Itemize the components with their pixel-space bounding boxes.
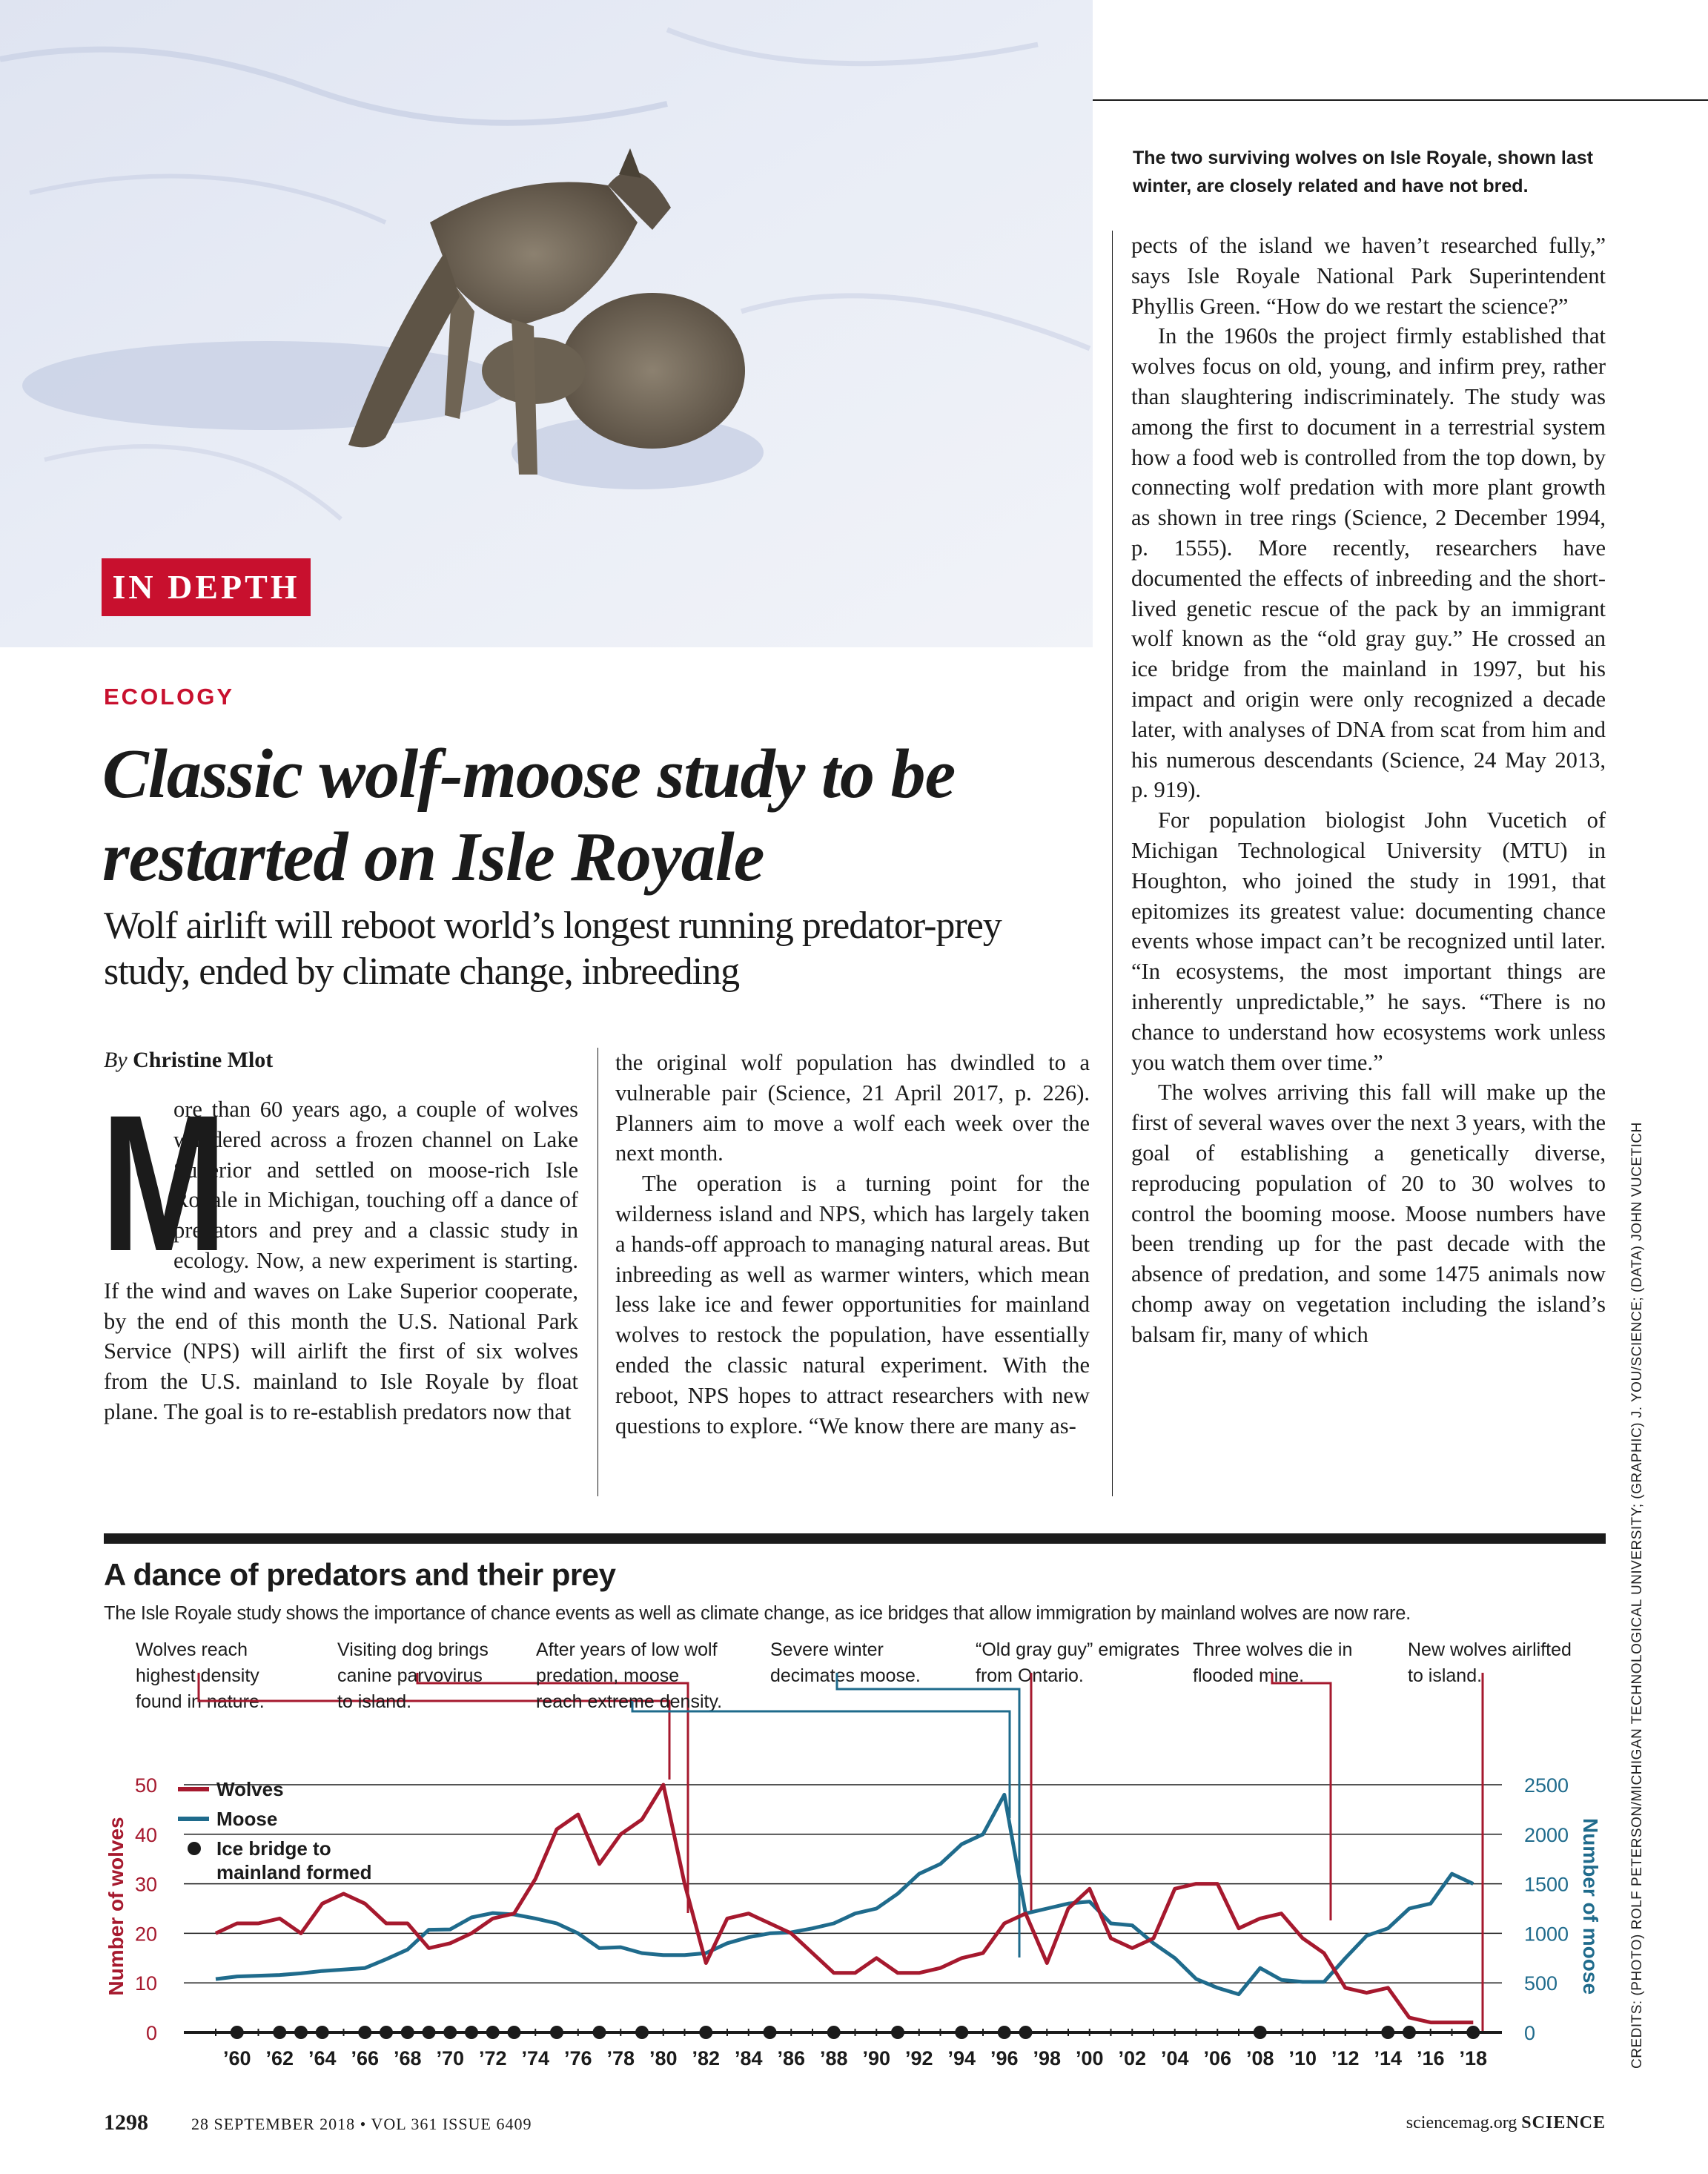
photo-caption: The two surviving wolves on Isle Royale, shown last winter, are closely related and have not bred. xyxy=(1133,148,1593,196)
footer-site xyxy=(1282,2113,1606,2133)
column-rule xyxy=(1112,231,1113,1496)
ice-bridge-marker xyxy=(1019,2026,1033,2039)
ice-bridge-marker xyxy=(764,2026,777,2039)
x-tick-label: ’70 xyxy=(436,2047,465,2069)
paragraph: the original wolf population has dwindled to a vulnerable pair (Science, 21 April 2017, p. 226). Planners aim to move a wolf each week over the next month. xyxy=(615,1050,1090,1166)
annotation-text-line: After years of low wolf xyxy=(536,1639,718,1660)
annotation-text xyxy=(536,1639,722,1712)
byline xyxy=(104,1048,273,1073)
ice-bridge-marker xyxy=(998,2026,1011,2039)
ice-bridge-marker xyxy=(593,2026,606,2039)
ice-bridge-marker xyxy=(635,2026,649,2039)
x-tick-label: ’76 xyxy=(563,2047,592,2069)
x-tick-label: ’94 xyxy=(947,2047,976,2069)
ice-bridge-marker xyxy=(358,2026,371,2039)
ice-bridge-marker xyxy=(423,2026,436,2039)
right-tick-label: 2500 xyxy=(1524,1774,1569,1797)
x-tick-label: ’10 xyxy=(1288,2047,1317,2069)
chart-series xyxy=(216,1785,1473,2023)
paragraph: The operation is a turning point for the wilderness island and NPS, which has largely taken a hands-off approach to managing natural areas. But inbreeding as well as warmer winters, which mean less lake ice and fewer opportunities for mainland wolves to restock the population, have essentially ended the classic natural experiment. With the reboot, NPS hopes to attract researchers with new questions to explore. “We know there are many as- xyxy=(615,1171,1090,1438)
ice-bridge-marker xyxy=(550,2026,563,2039)
ice-bridge-baseline xyxy=(184,2026,1502,2039)
left-tick-label: 40 xyxy=(134,1823,157,1846)
right-tick-label: 0 xyxy=(1524,2022,1536,2044)
x-tick-label: ’92 xyxy=(904,2047,933,2069)
ice-bridge-marker xyxy=(1403,2026,1416,2039)
wolves-photo xyxy=(0,0,1093,647)
x-tick-label: ’72 xyxy=(478,2047,507,2069)
ice-bridge-marker xyxy=(827,2026,841,2039)
annotation-text xyxy=(770,1639,921,1686)
legend-ice-label xyxy=(216,1837,371,1883)
ice-bridge-marker xyxy=(699,2026,712,2039)
chart-gridlines xyxy=(184,1785,1502,1983)
x-tick-label: ’88 xyxy=(819,2047,848,2069)
ice-bridge-marker xyxy=(316,2026,329,2039)
left-tick-label: 10 xyxy=(134,1972,157,1995)
legend-moose-label: Moose xyxy=(216,1808,278,1830)
ice-bridge-marker xyxy=(1254,2026,1267,2039)
paragraph: pects of the island we haven’t researched fully,” says Isle Royale National Park Superintendent Phyllis Green. “How do we restart the science?” xyxy=(1131,233,1606,319)
legend-ice-label-line: mainland formed xyxy=(216,1861,372,1883)
annotation-text-line: New wolves airlifted xyxy=(1408,1639,1572,1660)
ice-bridge-marker xyxy=(273,2026,286,2039)
article-column-1 xyxy=(101,1074,578,1427)
population-chart xyxy=(0,1631,1708,2091)
ice-bridge-marker xyxy=(891,2026,904,2039)
drop-cap: M xyxy=(101,1074,228,1292)
x-tick-label: ’74 xyxy=(521,2047,550,2069)
ice-bridge-marker xyxy=(1466,2026,1480,2039)
figure-subtitle: The Isle Royale study shows the importance of chance events as well as climate change, as ice bridges that allow immigration by mainland wolves are now rare. xyxy=(104,1603,1411,1624)
ice-bridge-marker xyxy=(443,2026,457,2039)
paragraph: For population biologist John Vucetich of Michigan Technological University (MTU) in Houghton, who joined the study in 1991, that epitomizes its greatest value: documenting chance events whose impact can’t be recognized until later. “In ecosystems, the most important things are inherently unpredictable,” he says. “There is no chance to understand how ecosystems work unless you watch them over time.” xyxy=(1131,807,1606,1075)
x-tick-label: ’16 xyxy=(1416,2047,1445,2069)
author-name: Christine Mlot xyxy=(133,1048,274,1072)
annotation-text-line: canine parvovirus xyxy=(337,1665,483,1686)
x-tick-label: ’04 xyxy=(1160,2047,1189,2069)
x-tick-label: ’66 xyxy=(351,2047,380,2069)
wolves-photo-graphic xyxy=(0,0,1093,647)
article-column-3 xyxy=(1131,231,1606,1349)
annotation-text-line: reach extreme density. xyxy=(536,1691,723,1712)
annotation-text-line: Severe winter xyxy=(770,1639,884,1660)
annotation-text-line: from Ontario. xyxy=(976,1665,1084,1686)
deck: Wolf airlift will reboot world’s longest running predator-prey study, ended by climate change, inbreeding xyxy=(104,905,1002,993)
left-axis-label: Number of wolves xyxy=(105,1817,128,1996)
figure-title: A dance of predators and their prey xyxy=(104,1557,616,1592)
x-tick-label: ’60 xyxy=(222,2047,251,2069)
x-tick-label: ’00 xyxy=(1075,2047,1104,2069)
chart-legend xyxy=(178,1778,371,1883)
right-tick-label: 1500 xyxy=(1524,1873,1569,1896)
wolves-series-line xyxy=(216,1785,1473,2023)
right-axis-label: Number of moose xyxy=(1579,1817,1602,1995)
ice-bridge-marker xyxy=(486,2026,500,2039)
x-tick-label: ’12 xyxy=(1331,2047,1360,2069)
article-column-2 xyxy=(615,1048,1090,1441)
chart-axes xyxy=(105,1774,1602,2069)
annotation-text-line: to island. xyxy=(1408,1665,1483,1686)
ice-bridge-marker xyxy=(380,2026,393,2039)
x-tick-label: ’78 xyxy=(606,2047,635,2069)
paragraph: The wolves arriving this fall will make up the first of several waves over the next 3 years, with the goal of establishing a genetically diverse, reproducing population of 20 to 30 wolves to control the booming moose. Moose numbers have been trending up for the past decade with the absence of predation, and some 1475 animals now chomp away on vegetation including the island’s balsam fir, many of which xyxy=(1131,1080,1606,1347)
moose-series-line xyxy=(216,1794,1473,1994)
x-tick-label: ’80 xyxy=(649,2047,678,2069)
annotation-text-line: to island. xyxy=(337,1691,412,1712)
section-kicker: ECOLOGY xyxy=(104,684,235,710)
headline: Classic wolf-moose study to be restarted on Isle Royale xyxy=(102,736,956,896)
x-tick-label: ’90 xyxy=(862,2047,891,2069)
page-number: 1298 xyxy=(104,2110,148,2135)
legend-ice-marker xyxy=(188,1842,201,1855)
annotation-text xyxy=(976,1639,1179,1686)
magazine-name: SCIENCE xyxy=(1521,2113,1606,2132)
annotation-text-line: “Old gray guy” emigrates xyxy=(976,1639,1180,1660)
x-tick-label: ’14 xyxy=(1374,2047,1403,2069)
ice-bridge-marker xyxy=(294,2026,308,2039)
x-tick-label: ’08 xyxy=(1245,2047,1274,2069)
left-tick-label: 0 xyxy=(145,2022,157,2044)
ice-bridge-marker xyxy=(955,2026,968,2039)
x-tick-label: ’82 xyxy=(692,2047,721,2069)
ice-bridge-marker xyxy=(465,2026,478,2039)
x-tick-label: ’86 xyxy=(777,2047,806,2069)
annotation-text-line: predation, moose xyxy=(536,1665,680,1686)
annotation-text-line: Visiting dog brings xyxy=(337,1639,489,1660)
x-tick-label: ’64 xyxy=(308,2047,337,2069)
x-tick-label: ’06 xyxy=(1203,2047,1232,2069)
annotation-text-line: highest density xyxy=(136,1665,259,1686)
top-rule xyxy=(1093,99,1708,101)
ice-bridge-marker xyxy=(231,2026,244,2039)
section-label-in-depth: IN DEPTH xyxy=(102,558,311,616)
right-tick-label: 2000 xyxy=(1524,1823,1569,1846)
annotation-text-line: found in nature. xyxy=(136,1691,265,1712)
ice-bridge-marker xyxy=(508,2026,521,2039)
right-tick-label: 500 xyxy=(1524,1972,1558,1995)
paragraph: ore than 60 years ago, a couple of wolves wandered across a frozen channel on Lake Superior and settled on moose-rich Isle Royale in Michigan, touching off a dance of predators and prey and a classic study in ecology. Now, a new experiment is starting. If the wind and waves on Lake Superior cooperate, by the end of this month the U.S. National Park Service (NPS) will airlift the first of six wolves from the U.S. mainland to Isle Royale by float plane. The goal is to re-establish predators now that xyxy=(104,1097,578,1424)
left-tick-label: 50 xyxy=(134,1774,157,1797)
annotation-leader-line xyxy=(199,1673,669,1780)
x-tick-label: ’02 xyxy=(1118,2047,1147,2069)
x-tick-label: ’18 xyxy=(1459,2047,1488,2069)
x-tick-label: ’96 xyxy=(990,2047,1019,2069)
ice-bridge-marker xyxy=(1381,2026,1394,2039)
right-tick-label: 1000 xyxy=(1524,1923,1569,1946)
annotation-text xyxy=(1408,1639,1572,1686)
x-tick-label: ’98 xyxy=(1033,2047,1062,2069)
annotation-text-line: Three wolves die in xyxy=(1193,1639,1353,1660)
annotation-text-line: flooded mine. xyxy=(1193,1665,1305,1686)
legend-ice-label-line: Ice bridge to xyxy=(216,1837,331,1860)
left-tick-label: 30 xyxy=(134,1873,157,1896)
photo-credits: CREDITS: (PHOTO) ROLF PETERSON/MICHIGAN TECHNOLOGICAL UNIVERSITY; (GRAPHIC) J. YOU/SCIENCE; (DATA) JOHN VUCETICH xyxy=(1629,1122,1645,2069)
issue-line: 28 SEPTEMBER 2018 • VOL 361 ISSUE 6409 xyxy=(191,2115,532,2133)
x-tick-label: ’68 xyxy=(393,2047,422,2069)
paragraph: In the 1960s the project firmly established that wolves focus on old, young, and infirm prey, rather than slaughtering indiscriminately. The study was among the first to document in a terrestrial system how a food web is controlled from the top down, by connecting wolf predation with more plant growth as shown in tree rings (Science, 2 December 1994, p. 1555). More recently, researchers have documented the effects of inbreeding and the short-lived genetic rescue of the pack by an immigrant wolf known as the “old gray guy.” He crossed an ice bridge from the mainland in 1997, but his impact and origin were only recognized a decade later, with analyses of DNA from scat from him and his numerous descendants (Science, 24 May 2013, p. 919). xyxy=(1131,323,1606,803)
left-tick-label: 20 xyxy=(134,1923,157,1946)
x-tick-label: ’84 xyxy=(734,2047,763,2069)
figure-rule xyxy=(104,1533,1606,1544)
website: sciencemag.org xyxy=(1406,2113,1517,2132)
legend-wolves-label: Wolves xyxy=(216,1778,284,1800)
ice-bridge-marker xyxy=(401,2026,414,2039)
annotation-text-line: Wolves reach xyxy=(136,1639,248,1660)
x-tick-label: ’62 xyxy=(265,2047,294,2069)
annotation-text-line: decimates moose. xyxy=(770,1665,921,1686)
byline-prefix: By xyxy=(104,1048,128,1072)
